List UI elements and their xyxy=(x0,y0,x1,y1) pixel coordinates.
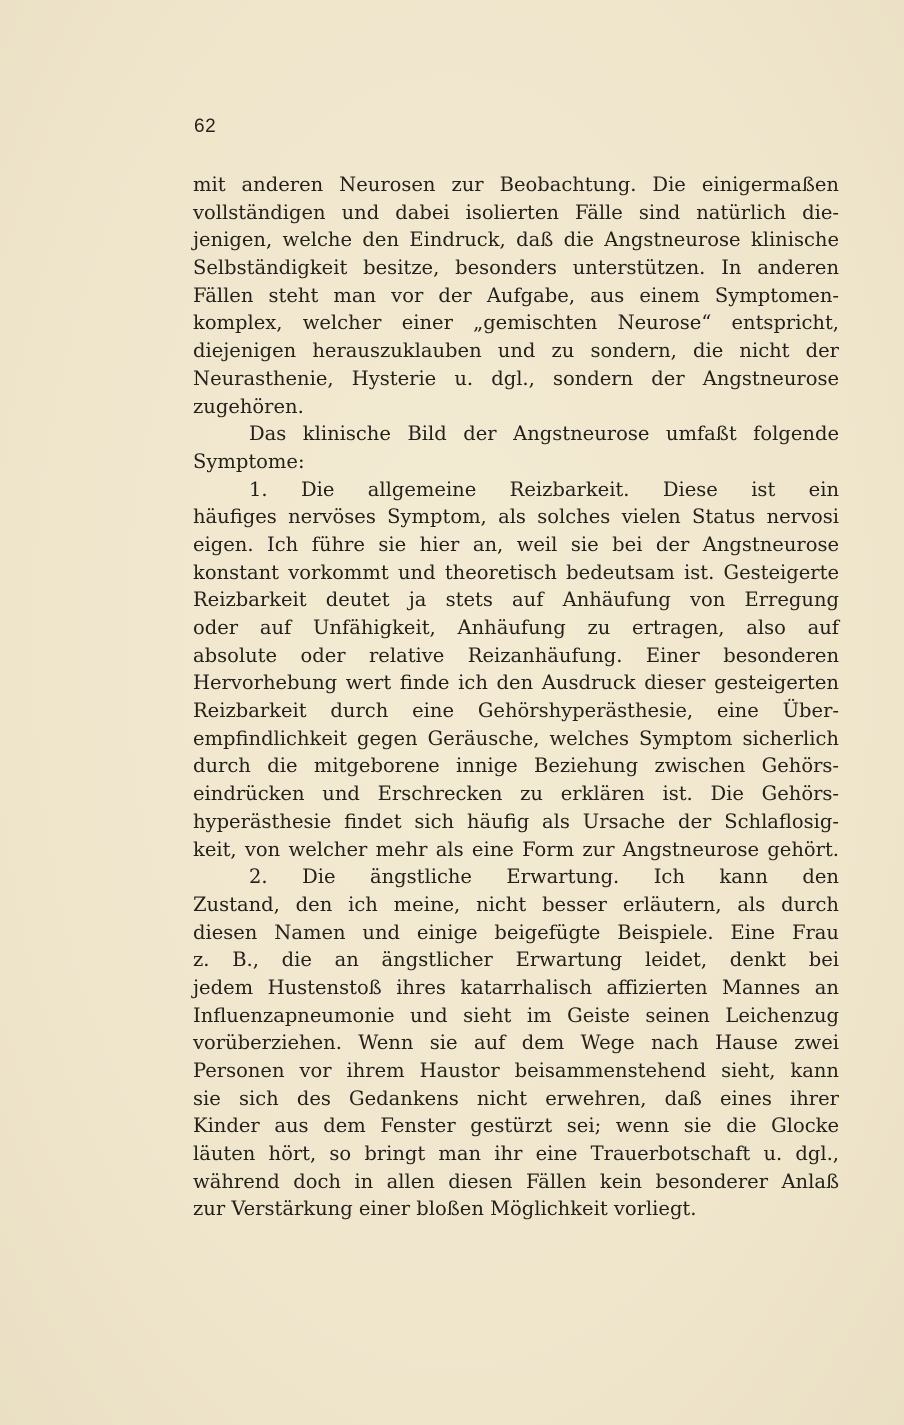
text-line: jenigen, welche den Eindruck, daß die Angstneurose klinische xyxy=(193,228,839,252)
text-line: durch die mitgeborene innige Beziehung zwischen Gehörs- xyxy=(193,754,839,778)
text-line: zugehören. xyxy=(193,394,304,418)
text-line: Kinder aus dem Fenster gestürzt sei; wenn sie die Glocke xyxy=(193,1114,839,1138)
text-line: Reizbarkeit deutet ja stets auf Anhäufung von Erregung xyxy=(193,588,839,612)
text-line: konstant vorkommt und theoretisch bedeutsam ist. Gesteigerte xyxy=(193,560,839,584)
text-line: oder auf Unfähigkeit, Anhäufung zu ertragen, also auf xyxy=(193,616,839,639)
text-line: mit anderen Neurosen zur Beobachtung. Die einigermaßen xyxy=(193,173,839,196)
text-line: Zustand, den ich meine, nicht besser erläutern, als durch xyxy=(193,892,839,916)
text-line: Hervorhebung wert finde ich den Ausdruck dieser gesteigerten xyxy=(193,671,839,695)
text-line: sie sich des Gedankens nicht erwehren, daß eines ihrer xyxy=(193,1086,839,1110)
text-line: Reizbarkeit durch eine Gehörshyperästhesie, eine Über- xyxy=(193,699,839,723)
text-line: Fällen steht man vor der Aufgabe, aus einem Symptomen- xyxy=(193,283,839,307)
text-line: 2. Die ängstliche Erwartung. Ich kann den xyxy=(249,865,839,889)
page-number: 62 xyxy=(194,116,217,137)
text-line: jedem Hustenstoß ihres katarrhalisch affizierten Mannes an xyxy=(193,975,839,999)
text-line: Influenzapneumonie und sieht im Geiste seinen Leichenzug xyxy=(193,1003,839,1027)
text-line: Symptome: xyxy=(193,449,305,473)
text-line: komplex, welcher einer „gemischten Neurose“ entspricht, xyxy=(193,311,839,335)
text-line: diejenigen herauszuklauben und zu sondern, die nicht der xyxy=(193,339,839,363)
text-line: eigen. Ich führe sie hier an, weil sie bei der Angstneurose xyxy=(193,532,839,556)
text-line: 1. Die allgemeine Reizbarkeit. Diese ist ein xyxy=(249,477,839,501)
text-line: Personen vor ihrem Haustor beisammenstehend sieht, kann xyxy=(193,1059,839,1082)
text-line: hyperästhesie findet sich häufig als Ursache der Schlaflosig- xyxy=(193,809,839,833)
text-line: Das klinische Bild der Angstneurose umfaßt folgende xyxy=(249,422,839,446)
text-line: vollständigen und dabei isolierten Fälle sind natürlich die- xyxy=(193,200,839,224)
text-line: keit, von welcher mehr als eine Form zur Angstneurose gehört. xyxy=(193,837,839,861)
text-line: Neurasthenie, Hysterie u. dgl., sondern der Angstneurose xyxy=(193,366,839,390)
text-line: z. B., die an ängstlicher Erwartung leidet, denkt bei xyxy=(193,948,839,972)
body-text xyxy=(193,171,839,1223)
text-line: während doch in allen diesen Fällen kein besonderer Anlaß xyxy=(193,1169,839,1193)
text-line: zur Verstärkung einer bloßen Möglichkeit vorliegt. xyxy=(193,1197,697,1221)
text-line: absolute oder relative Reizanhäufung. Einer besonderen xyxy=(193,643,839,667)
text-line: vorüberziehen. Wenn sie auf dem Wege nach Hause zwei xyxy=(193,1031,839,1055)
text-line: eindrücken und Erschrecken zu erklären ist. Die Gehörs- xyxy=(193,782,839,806)
text-line: empfindlichkeit gegen Geräusche, welches Symptom sicherlich xyxy=(193,726,839,750)
text-line: Selbständigkeit besitze, besonders unterstützen. In anderen xyxy=(193,256,839,280)
text-line: diesen Namen und einige beigefügte Beispiele. Eine Frau xyxy=(193,920,839,944)
text-line: häufiges nervöses Symptom, als solches vielen Status nervosi xyxy=(193,505,839,529)
text-line: läuten hört, so bringt man ihr eine Trauerbotschaft u. dgl., xyxy=(193,1142,839,1166)
